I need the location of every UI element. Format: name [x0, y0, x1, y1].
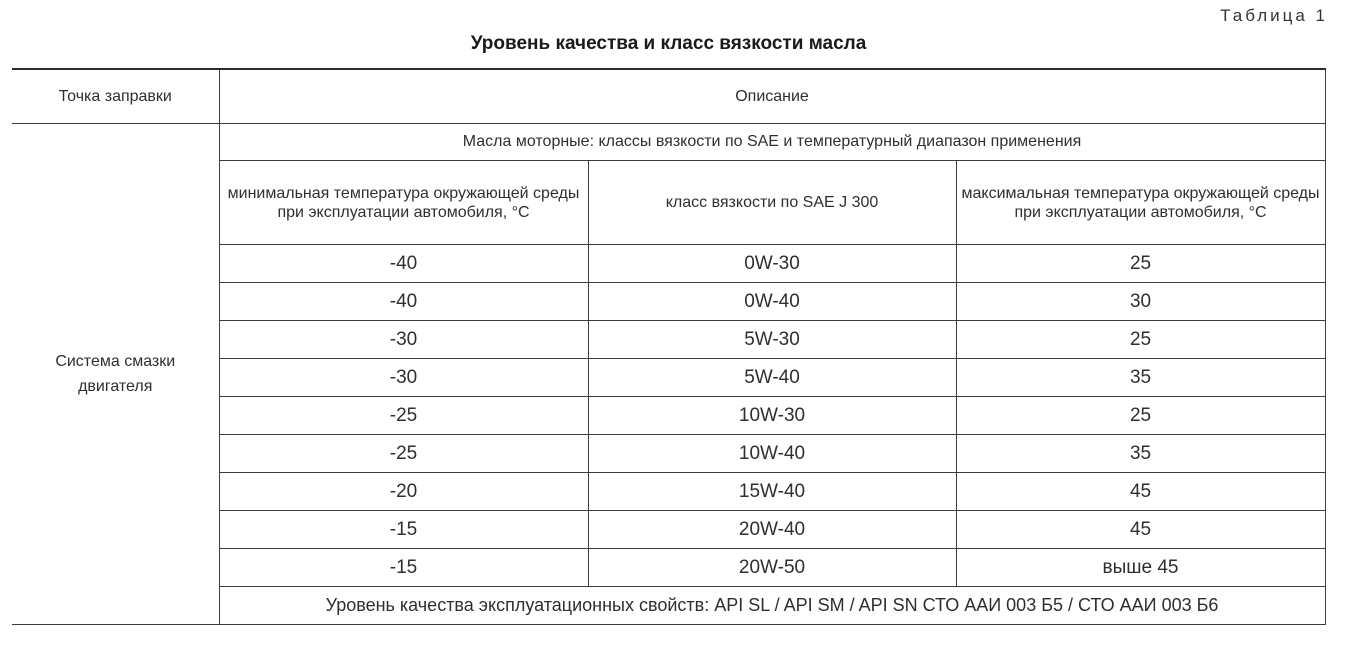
cell-viscosity-class: 0W-30: [588, 245, 956, 283]
cell-viscosity-class: 20W-40: [588, 511, 956, 549]
cell-max-temp: 25: [956, 397, 1325, 435]
cell-viscosity-class: 5W-40: [588, 359, 956, 397]
cell-max-temp: выше 45: [956, 549, 1325, 587]
cell-min-temp: -40: [219, 283, 588, 321]
cell-viscosity-class: 10W-40: [588, 435, 956, 473]
subheader-row: [12, 124, 1325, 161]
cell-viscosity-class: 20W-50: [588, 549, 956, 587]
column-header-min-temp: минимальная температура окружающей среды при эксплуатации автомобиля, °C: [219, 161, 588, 245]
cell-min-temp: -15: [219, 549, 588, 587]
column-header-viscosity: класс вязкости по SAE J 300: [588, 161, 956, 245]
cell-max-temp: 45: [956, 473, 1325, 511]
cell-min-temp: -25: [219, 435, 588, 473]
cell-min-temp: -30: [219, 359, 588, 397]
table-number: Таблица 1: [1220, 6, 1328, 25]
cell-min-temp: -30: [219, 321, 588, 359]
cell-max-temp: 25: [956, 245, 1325, 283]
cell-min-temp: -40: [219, 245, 588, 283]
table-title: Уровень качества и класс вязкости масла: [470, 33, 867, 54]
table-header-row: [12, 69, 1325, 124]
header-description: Описание: [219, 69, 1325, 124]
cell-viscosity-class: 0W-40: [588, 283, 956, 321]
cell-min-temp: -25: [219, 397, 588, 435]
subheader-cell: Масла моторные: классы вязкости по SAE и температурный диапазон применения: [219, 124, 1325, 161]
quality-level-cell: Уровень качества эксплуатационных свойств: API SL / API SM / API SN СТО ААИ 003 Б5 / СТО ААИ 003 Б6: [219, 587, 1325, 625]
column-header-max-temp: максимальная температура окружающей среды при эксплуатации автомобиля, °C: [956, 161, 1325, 245]
cell-viscosity-class: 15W-40: [588, 473, 956, 511]
header-point: Точка заправки: [12, 69, 219, 124]
cell-viscosity-class: 5W-30: [588, 321, 956, 359]
cell-max-temp: 35: [956, 435, 1325, 473]
cell-max-temp: 45: [956, 511, 1325, 549]
cell-max-temp: 25: [956, 321, 1325, 359]
cell-max-temp: 35: [956, 359, 1325, 397]
cell-min-temp: -20: [219, 473, 588, 511]
oil-specification-table: [12, 68, 1326, 625]
cell-max-temp: 30: [956, 283, 1325, 321]
point-name-cell: Система смазки двигателя: [12, 124, 219, 625]
cell-viscosity-class: 10W-30: [588, 397, 956, 435]
cell-min-temp: -15: [219, 511, 588, 549]
